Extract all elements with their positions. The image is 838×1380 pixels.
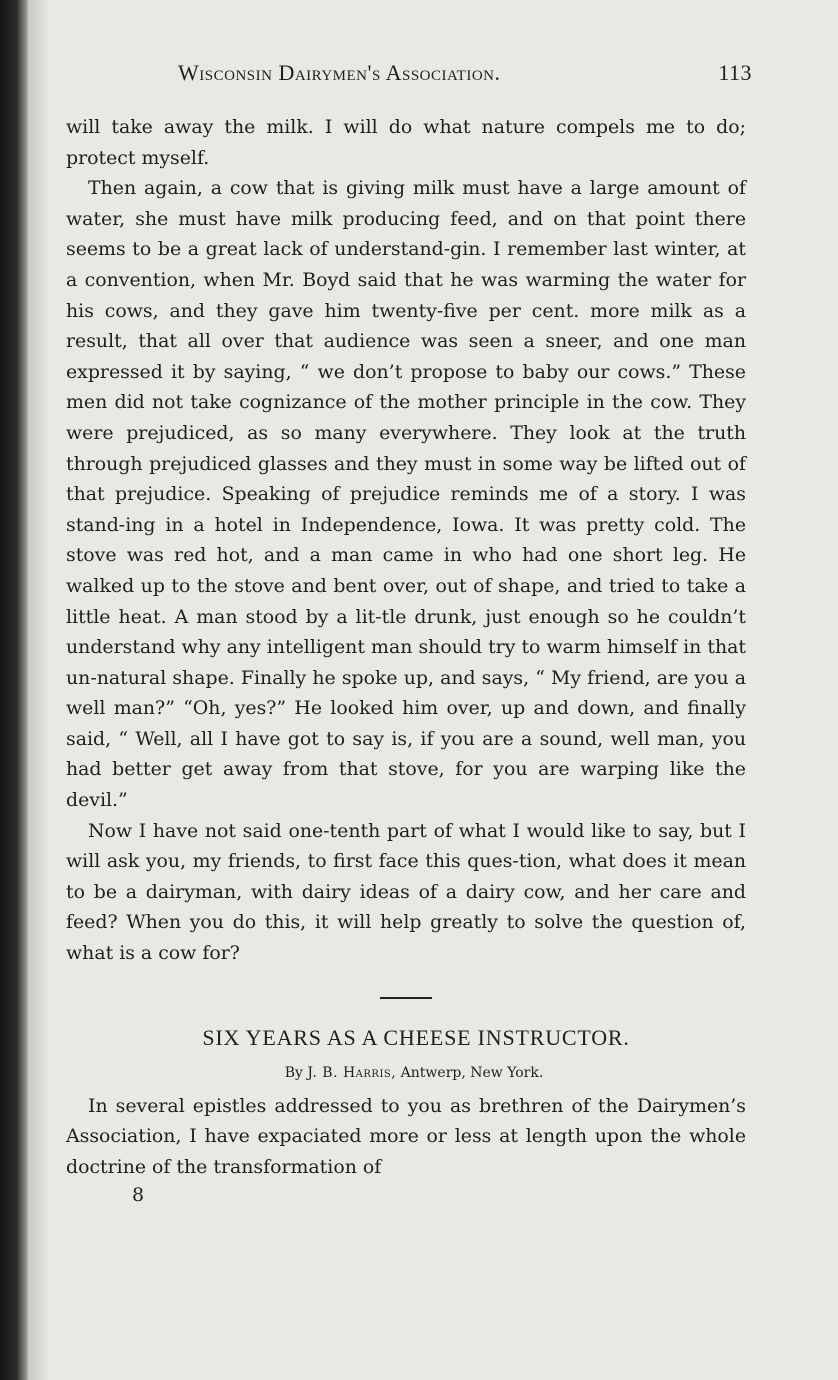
signature-mark: 8 — [132, 1184, 145, 1207]
running-head — [66, 60, 752, 98]
byline — [66, 1065, 746, 1081]
section-divider — [380, 997, 432, 999]
section-body — [66, 1091, 746, 1183]
author-name: J. B. Harris, — [307, 1064, 397, 1081]
author-location: Antwerp, New York. — [400, 1064, 544, 1081]
section-title: SIX YEARS AS A CHEESE INSTRUCTOR. — [202, 1024, 630, 1050]
paragraph-3: Now I have not said one-tenth part of what I would like to say, but I will ask you, my friends, to first face this ques-tion, what does it mean to be a dairyman, with dairy ideas of a dairy cow, and her care and feed? When you do this, it will help greatly to solve the question of, what is a cow for? — [66, 819, 746, 965]
paragraph-1: will take away the milk. I will do what nature compels me to do; protect myself. — [66, 116, 746, 169]
page-number: 113 — [718, 60, 752, 85]
byline-prefix: By — [284, 1064, 303, 1081]
book-spine-shadow — [0, 0, 30, 1380]
running-title: Wisconsin Dairymen's Association. — [178, 60, 501, 85]
article-body — [66, 112, 746, 969]
book-page — [66, 60, 752, 1207]
paragraph-2: Then again, a cow that is giving milk must have a large amount of water, she must have milk producing feed, and on that point there seems to be a great lack of understand-gin. I remember last winter, at a convention, when Mr. Boyd said that he was warming the water for his cows, and they gave him twenty-five per cent. more milk as a result, that all over that audience was seen a sneer, and one man expressed it by saying, “ we don’t propose to baby our cows.” These men did not take cognizance of the mother principle in the cow. They were prejudiced, as so many everywhere. They look at the truth through prejudiced glasses and they must in some way be lifted out of that prejudice. Speaking of prejudice reminds me of a story. I was stand-ing in a hotel in Independence, Iowa. It was pretty cold. The stove was red hot, and a man came in who had one short leg. He walked up to the stove and bent over, out of shape, and tried to take a little heat. A man stood by a lit-tle drunk, just enough so he couldn’t understand why any intelligent man should try to warm himself in that un-natural shape. Finally he spoke up, and says, “ My friend, are you a well man?” “Oh, yes?” He looked him over, up and down, and finally said, “ Well, all I have got to say is, if you are a sound, well man, you had better get away from that stove, for you are warping like the devil.” — [66, 177, 746, 812]
section-paragraph: In several epistles addressed to you as brethren of the Dairymen’s Association, I have expaciated more or less at length upon the whole doctrine of the transformation of — [66, 1094, 746, 1178]
gutter-shadow — [30, 0, 50, 1380]
